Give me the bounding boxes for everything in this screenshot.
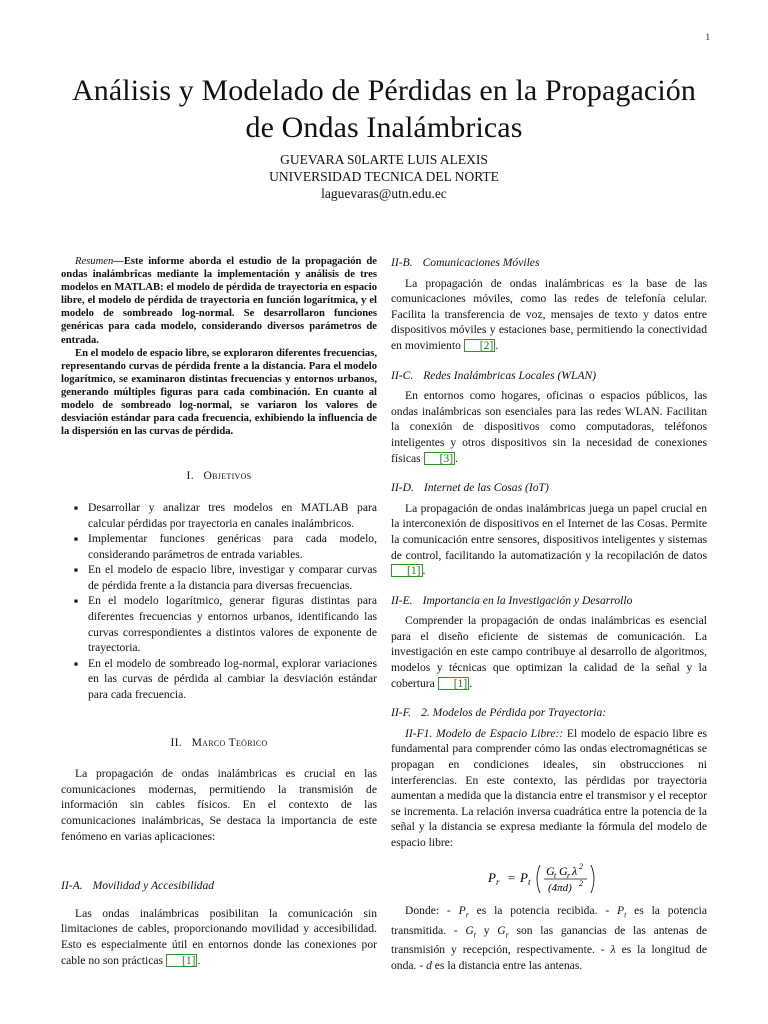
- formula-p: P: [520, 869, 528, 885]
- list-item: ■ En el modelo de sombreado log-normal, explorar variaciones en las curvas de pérdida al cambiar la desviación estándar para cada frecuencia.: [61, 656, 377, 703]
- text-part: son las ganancias de las antenas de transmisión y recepción, respectivamente. -: [391, 923, 708, 957]
- subsection-heading-a: [61, 878, 377, 894]
- symbol-sub: t: [624, 909, 627, 919]
- title-line-1: Análisis y Modelado de Pérdidas en la Propagación: [72, 74, 696, 107]
- formula-equals: =: [507, 869, 516, 885]
- symbol-lambda: λ: [610, 943, 616, 957]
- abstract-text-1: —Este informe aborda el estudio de la propagación de ondas inalámbricas mediante la implementación y análisis de tres modelos en MATLAB: el modelo de pérdida de trayectoria en espacio libre, el modelo de pérdida de trayectoria en función logarítmica, y el modelo de sombreado log-normal. Se desarrollaron funciones genéricas para cada modelo, considerando diversos parámetros de entrada.: [61, 256, 377, 346]
- author-affiliation: UNIVERSIDAD TECNICA DEL NORTE: [269, 169, 499, 184]
- section-heading-objetivos: [61, 468, 377, 484]
- subsection-e-paragraph: [391, 613, 707, 691]
- subsection-number: II-F.: [391, 706, 412, 720]
- formula-num-sup: 2: [579, 861, 583, 871]
- subsection-b-paragraph: [391, 276, 707, 354]
- paragraph-text: Las ondas inalámbricas posibilitan la comunicación sin limitaciones de cables, proporcionando movilidad y accesibilidad. Esto es especialmente útil en entornos donde las conexiones por cable no son prácticas: [61, 906, 377, 967]
- right-paren: [591, 865, 594, 893]
- subsection-title: Internet de las Cosas (IoT): [423, 481, 549, 495]
- abstract: [61, 255, 377, 438]
- paragraph-end: .: [469, 676, 473, 690]
- formula-svg: [474, 861, 624, 897]
- symbol-pt: [617, 904, 626, 917]
- symbol-d: d: [426, 959, 432, 972]
- section-title: Marco Teórico: [191, 735, 268, 749]
- symbol-gr: [497, 924, 509, 937]
- paper-title: [40, 72, 728, 146]
- list-item: ■ En el modelo de espacio libre, investigar y comparar curvas de pérdida frente a la distancia para diversas frecuencias.: [61, 562, 377, 593]
- citation-link[interactable]: [1]: [438, 677, 470, 690]
- formula-num-g2: G: [559, 863, 568, 878]
- author-name: GUEVARA S0LARTE LUIS ALEXIS: [280, 152, 488, 167]
- author-block: [100, 151, 668, 202]
- formula-p-sub: t: [528, 876, 531, 887]
- citation-link[interactable]: [2]: [464, 339, 496, 352]
- free-space-formula: [391, 861, 707, 893]
- paragraph-end: .: [495, 338, 499, 352]
- right-column: [391, 255, 707, 974]
- subsection-heading-b: [391, 255, 707, 271]
- list-item: ■ Implementar funciones genéricas para cada modelo, considerando parámetros de entrada variables.: [61, 531, 377, 562]
- subsection-title: 2. Modelos de Pérdida por Trayectoria:: [421, 706, 607, 720]
- subsection-number: II-D.: [391, 481, 414, 495]
- list-item: ■ Desarrollar y analizar tres modelos en MATLAB para calcular pérdidas por trayectoria en canales inalámbricos.: [61, 500, 377, 531]
- section-numeral: I.: [186, 469, 194, 483]
- paragraph-end: .: [197, 953, 201, 967]
- title-line-2: de Ondas Inalámbricas: [245, 111, 523, 144]
- paragraph-end: .: [422, 564, 426, 578]
- subsection-number: II-C.: [391, 368, 414, 382]
- formula-num-g1: G: [546, 863, 555, 878]
- section-heading-marco-teorico: [61, 735, 377, 751]
- formula-num-g2-sub: r: [567, 870, 571, 880]
- formula-num-lambda: λ: [572, 863, 578, 878]
- subsection-heading-d: [391, 480, 707, 496]
- subsection-title: Importancia en la Investigación y Desarrollo: [422, 593, 633, 607]
- subsection-f1-paragraph: [391, 726, 707, 851]
- abstract-lead: Resumen: [75, 256, 114, 267]
- marco-intro-paragraph: La propagación de ondas inalámbricas es crucial en las comunicaciones modernas, permitiendo la transmisión de información sin cables físicos. En el contexto de las comunicaciones inalámbricas, Se destaca la importancia de este fenómeno en varias aplicaciones:: [61, 767, 377, 843]
- page-number: 1: [705, 32, 710, 42]
- subsection-heading-e: [391, 593, 707, 609]
- formula-den: (4πd): [548, 881, 572, 894]
- subsection-number: II-E.: [391, 593, 413, 607]
- citation-link[interactable]: [1]: [166, 954, 198, 967]
- symbol-gt: [465, 924, 476, 937]
- text-part: y: [475, 923, 498, 937]
- symbol-sub: t: [473, 929, 476, 939]
- formula-lhs: P: [488, 869, 496, 885]
- paragraph-end: .: [455, 451, 458, 465]
- subsection-title: Movilidad y Accesibilidad: [92, 879, 215, 893]
- section-title: Objetivos: [203, 469, 252, 483]
- symbol-sub: r: [505, 929, 509, 939]
- symbol-text: P: [616, 903, 625, 917]
- subsection-number: II-A.: [61, 879, 83, 893]
- symbol-text: G: [465, 923, 474, 937]
- author-email: laguevaras@utn.edu.ec: [321, 186, 447, 201]
- subsection-title: Comunicaciones Móviles: [422, 256, 540, 269]
- formula-den-sup: 2: [579, 878, 583, 888]
- left-column: [61, 255, 377, 968]
- left-paren: [537, 865, 540, 893]
- text-part: es la potencia recibida. -: [468, 903, 617, 917]
- paragraph-text: En entornos como hogares, oficinas o espacios públicos, las ondas inalámbricas son esenciales para las redes WLAN. Facilitan la conexión de dispositivos como computadoras, teléfonos inteligentes y otros dispositivos sin la necesidad de conexiones físicas: [391, 389, 707, 465]
- subsection-title: Redes Inalámbricas Locales (WLAN): [423, 368, 597, 382]
- subsection-heading-c: [391, 368, 707, 384]
- paragraph-text: La propagación de ondas inalámbricas juega un papel crucial en la interconexión de dispositivos en el Internet de las Cosas. Permite la comunicación entre sensores, dispositivos inteligentes y sistemas de control, facilitando la automatización y la recopilación de datos: [391, 501, 707, 562]
- text-part: es la longitud de onda. -: [391, 943, 707, 972]
- paragraph-text: La propagación de ondas inalámbricas es la base de las comunicaciones móviles, como las redes de telefonía celular. Facilita la transferencia de voz, mensajes de texto y datos entre dispositivos móviles y estaciones base, permitiendo la conectividad en movimiento: [391, 276, 707, 352]
- paragraph-text: El modelo de espacio libre es fundamental para comprender cómo las ondas electromagnéticas se propagan en condiciones ideales, sin obstrucciones ni interferencias. En este contexto, las pérdidas por trayectoria aumentan a medida que la distancia entre el transmisor y el receptor se incrementa. La relación inversa cuadrática entre la potencia de la señal y la distancia se expresa mediante la fórmula del modelo de espacio libre:: [391, 726, 707, 849]
- formula-explanation-paragraph: [391, 903, 707, 974]
- symbol-text: P: [458, 903, 466, 917]
- list-item: ■ En el modelo logarítmico, generar figuras distintas para diferentes frecuencias y entornos urbanos, identificando las curvas correspondientes a distintos valores de exponente de trayectoria.: [61, 593, 377, 655]
- symbol-text: G: [497, 923, 506, 937]
- subsection-c-paragraph: [391, 388, 707, 466]
- symbol-sub: r: [465, 909, 469, 919]
- section-numeral: II.: [170, 735, 182, 749]
- citation-link[interactable]: [3]: [424, 452, 456, 465]
- abstract-paragraph-1: [61, 255, 377, 347]
- subsection-number: II-B.: [391, 256, 413, 269]
- objectives-list: [61, 500, 377, 703]
- formula-num-g1-sub: t: [554, 870, 557, 880]
- subsubsection-heading: II-F1. Modelo de Espacio Libre::: [405, 726, 564, 740]
- subsection-d-paragraph: [391, 501, 707, 579]
- symbol-pr: [459, 904, 469, 917]
- text-part: es la distancia entre las antenas.: [431, 959, 583, 972]
- text-part: es la potencia transmitida. -: [391, 903, 707, 937]
- abstract-paragraph-2: En el modelo de espacio libre, se exploraron diferentes frecuencias, representando curvas de pérdida frente a la distancia. Para el modelo logarítmico, se examinaron distintas frecuencias y entornos urbanos, generando múltiples figuras para cada combinación. En cuanto al modelo de sombreado log-normal, se variaron los valores de desviación estándar para cada frecuencia, exhibiendo la influencia de la dispersión en las curvas de pérdida.: [61, 347, 377, 438]
- formula-lhs-sub: r: [496, 876, 500, 887]
- text-part: Donde: -: [405, 903, 459, 917]
- subsection-heading-f: [391, 705, 707, 721]
- subsection-a-paragraph: [61, 906, 377, 968]
- paragraph-text: Comprender la propagación de ondas inalámbricas es esencial para el diseño eficiente de sistemas de comunicación. La investigación en este campo contribuye al desarrollo de algoritmos, modelos y técnicas que optimizan la calidad de la señal y la cobertura: [391, 614, 707, 690]
- citation-link[interactable]: [1]: [391, 564, 423, 577]
